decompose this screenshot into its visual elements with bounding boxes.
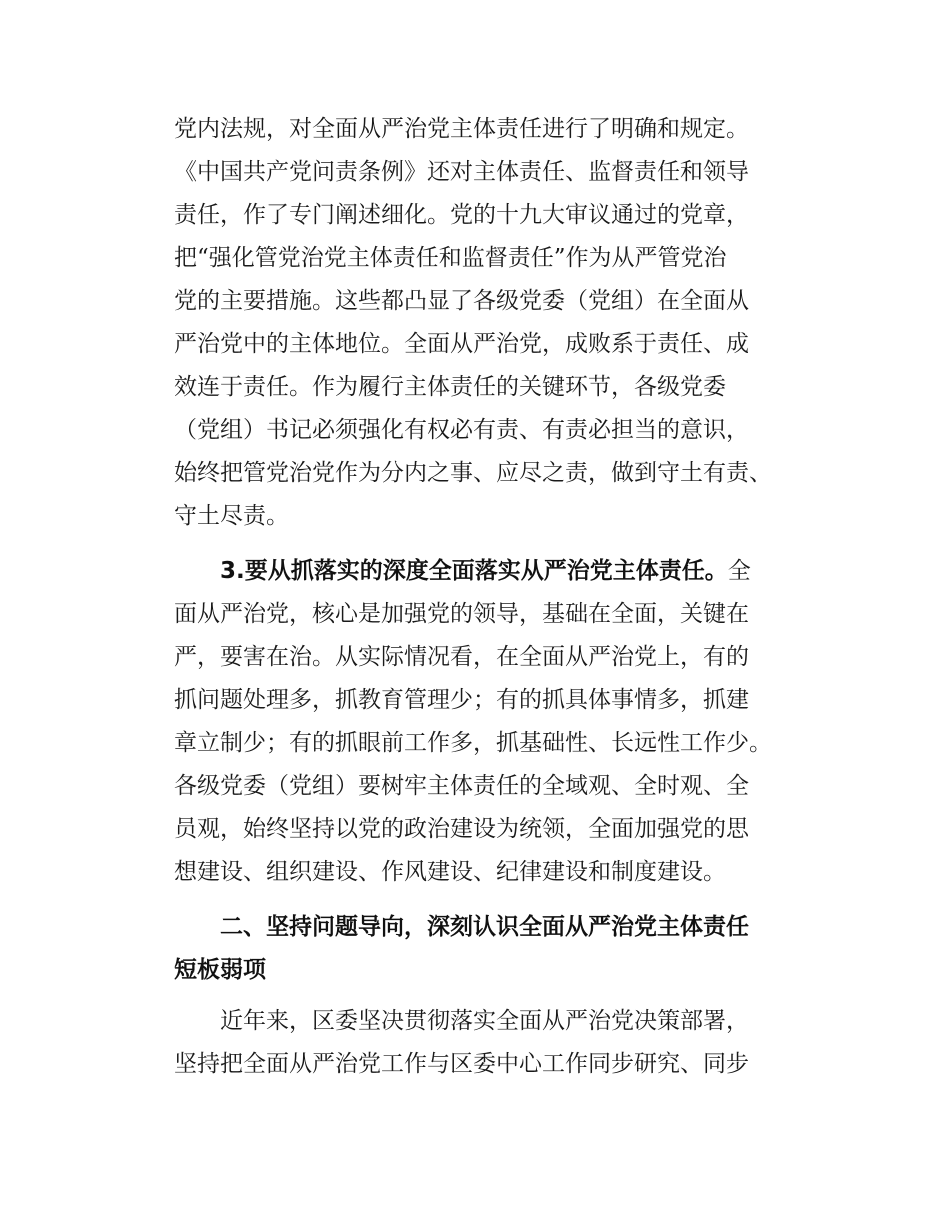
heading-line: 二、坚持问题导向，深刻认识全面从严治党主体责任 — [220, 914, 749, 940]
text-line: 各级党委（党组）要树牢主体责任的全域观、全时观、全 — [174, 773, 749, 799]
text-line: 把“强化管党治党主体责任和监督责任”作为从严管党治 — [174, 245, 727, 271]
text-line: 效连于责任。作为履行主体责任的关键环节，各级党委 — [174, 374, 726, 400]
text-line: 严治党中的主体地位。全面从严治党，成败系于责任、成 — [174, 331, 749, 357]
text-line: 始终把管党治党作为分内之事、应尽之责，做到守土有责、 — [174, 460, 772, 486]
text-line: 责任，作了专门阐述细化。党的十九大审议通过的党章， — [174, 202, 749, 228]
text-line: 严，要害在治。从实际情况看，在全面从严治党上，有的 — [174, 644, 749, 670]
paragraph-3 — [174, 1000, 824, 1086]
text-line: 坚持把全面从严治党工作与区委中心工作同步研究、同步 — [174, 1051, 749, 1077]
paragraph-2 — [174, 550, 824, 894]
text-line: 《中国共产党问责条例》还对主体责任、监督责任和领导 — [174, 159, 749, 185]
text-line: 员观，始终坚持以党的政治建设为统领，全面加强党的思 — [174, 816, 749, 842]
paragraph-spacer — [174, 894, 824, 906]
text-line — [174, 550, 824, 593]
document-body — [174, 108, 824, 1086]
text-line: 党内法规，对全面从严治党主体责任进行了明确和规定。 — [174, 116, 749, 142]
text-line: 党的主要措施。这些都凸显了各级党委（党组）在全面从 — [174, 288, 749, 314]
text-line: 抓问题处理多，抓教育管理少；有的抓具体事情多，抓建 — [174, 687, 749, 713]
text-line: 章立制少；有的抓眼前工作多，抓基础性、长远性工作少。 — [174, 730, 772, 756]
lead-rest: 全 — [727, 558, 751, 584]
text-line: 近年来，区委坚决贯彻落实全面从严治党决策部署， — [220, 1008, 749, 1034]
heading-line: 短板弱项 — [174, 957, 266, 983]
paragraph-spacer — [174, 538, 824, 550]
paragraph-spacer — [174, 992, 824, 1000]
section-heading — [174, 906, 824, 992]
paragraph-1 — [174, 108, 824, 538]
text-line: 守土尽责。 — [174, 503, 289, 529]
text-line: 面从严治党，核心是加强党的领导，基础在全面，关键在 — [174, 601, 749, 627]
text-line: 想建设、组织建设、作风建设、纪律建设和制度建设。 — [174, 859, 726, 885]
text-line: （党组）书记必须强化有权必有责、有责必担当的意识， — [174, 417, 749, 443]
bold-lead-sentence: 3.要从抓落实的深度全面落实从严治党主体责任。 — [220, 558, 728, 584]
